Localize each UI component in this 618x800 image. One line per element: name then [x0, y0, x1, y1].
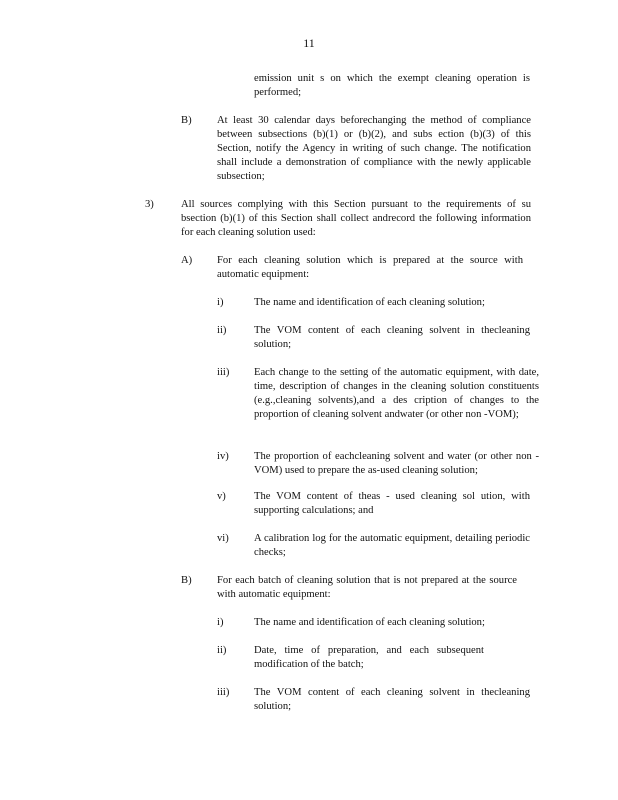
item-b-i-text: The name and identification of each cleaning solution;	[254, 617, 485, 628]
item-a-ii-label: ii)	[217, 325, 227, 336]
item-a-iii-label: iii)	[217, 367, 230, 378]
item-b-ii-text: Date, time of preparation, and each subsequent modification of the batch;	[254, 645, 484, 670]
item-b-top-label: B)	[181, 115, 192, 126]
item-a-v-text: The VOM content of theas - used cleaning sol ution, with supporting calculations; and	[254, 491, 530, 516]
item-a-iii-text: Each change to the setting of the automatic equipment, with date, time, description of changes in the cleaning solution constituents (e.g.,cleaning solvents),and a des cription of changes to the proportion of cleaning solvent andwater (or other non -VOM);	[254, 367, 539, 420]
item-a-iv-label: iv)	[217, 451, 229, 462]
item-b-i-label: i)	[217, 617, 224, 628]
item-b-iii-label: iii)	[217, 687, 230, 698]
item-3-text: All sources complying with this Section pursuant to the requirements of su bsection (b)(1) of this Section shall collect andrecord the following information for each cleaning solution used:	[181, 199, 531, 238]
item-a-text: For each cleaning solution which is prepared at the source with automatic equipment:	[217, 255, 523, 280]
item-a-label: A)	[181, 255, 193, 266]
item-a-vi-text: A calibration log for the automatic equipment, detailing periodic checks;	[254, 533, 530, 558]
item-b-iii-text: The VOM content of each cleaning solvent in thecleaning solution;	[254, 687, 530, 712]
item-a-iv-text: The proportion of eachcleaning solvent and water (or other non -VOM) used to prepare the as-used cleaning solution;	[254, 451, 539, 476]
item-b-top-text: At least 30 calendar days beforechanging the method of compliance between subsections (b)(1) or (b)(2), and subs ection (b)(3) of this Section, notify the Agency in writing of such change. The notification shall include a demonstration of compliance with the newly applicable subsection;	[217, 115, 531, 182]
item-a-ii-text: The VOM content of each cleaning solvent in thecleaning solution;	[254, 325, 530, 350]
item-a-i-label: i)	[217, 297, 224, 308]
item-b-ii-label: ii)	[217, 645, 227, 656]
item-b-label: B)	[181, 575, 192, 586]
page-number: 11	[303, 36, 315, 50]
item-a-i-text: The name and identification of each cleaning solution;	[254, 297, 485, 308]
item-a-v-label: v)	[217, 491, 226, 502]
item-b-text: For each batch of cleaning solution that is not prepared at the source with automatic equipment:	[217, 575, 517, 600]
item-a-vi-label: vi)	[217, 533, 229, 544]
item-3-label: 3)	[145, 199, 154, 210]
carryover-paragraph: emission unit s on which the exempt cleaning operation is performed;	[254, 73, 530, 98]
